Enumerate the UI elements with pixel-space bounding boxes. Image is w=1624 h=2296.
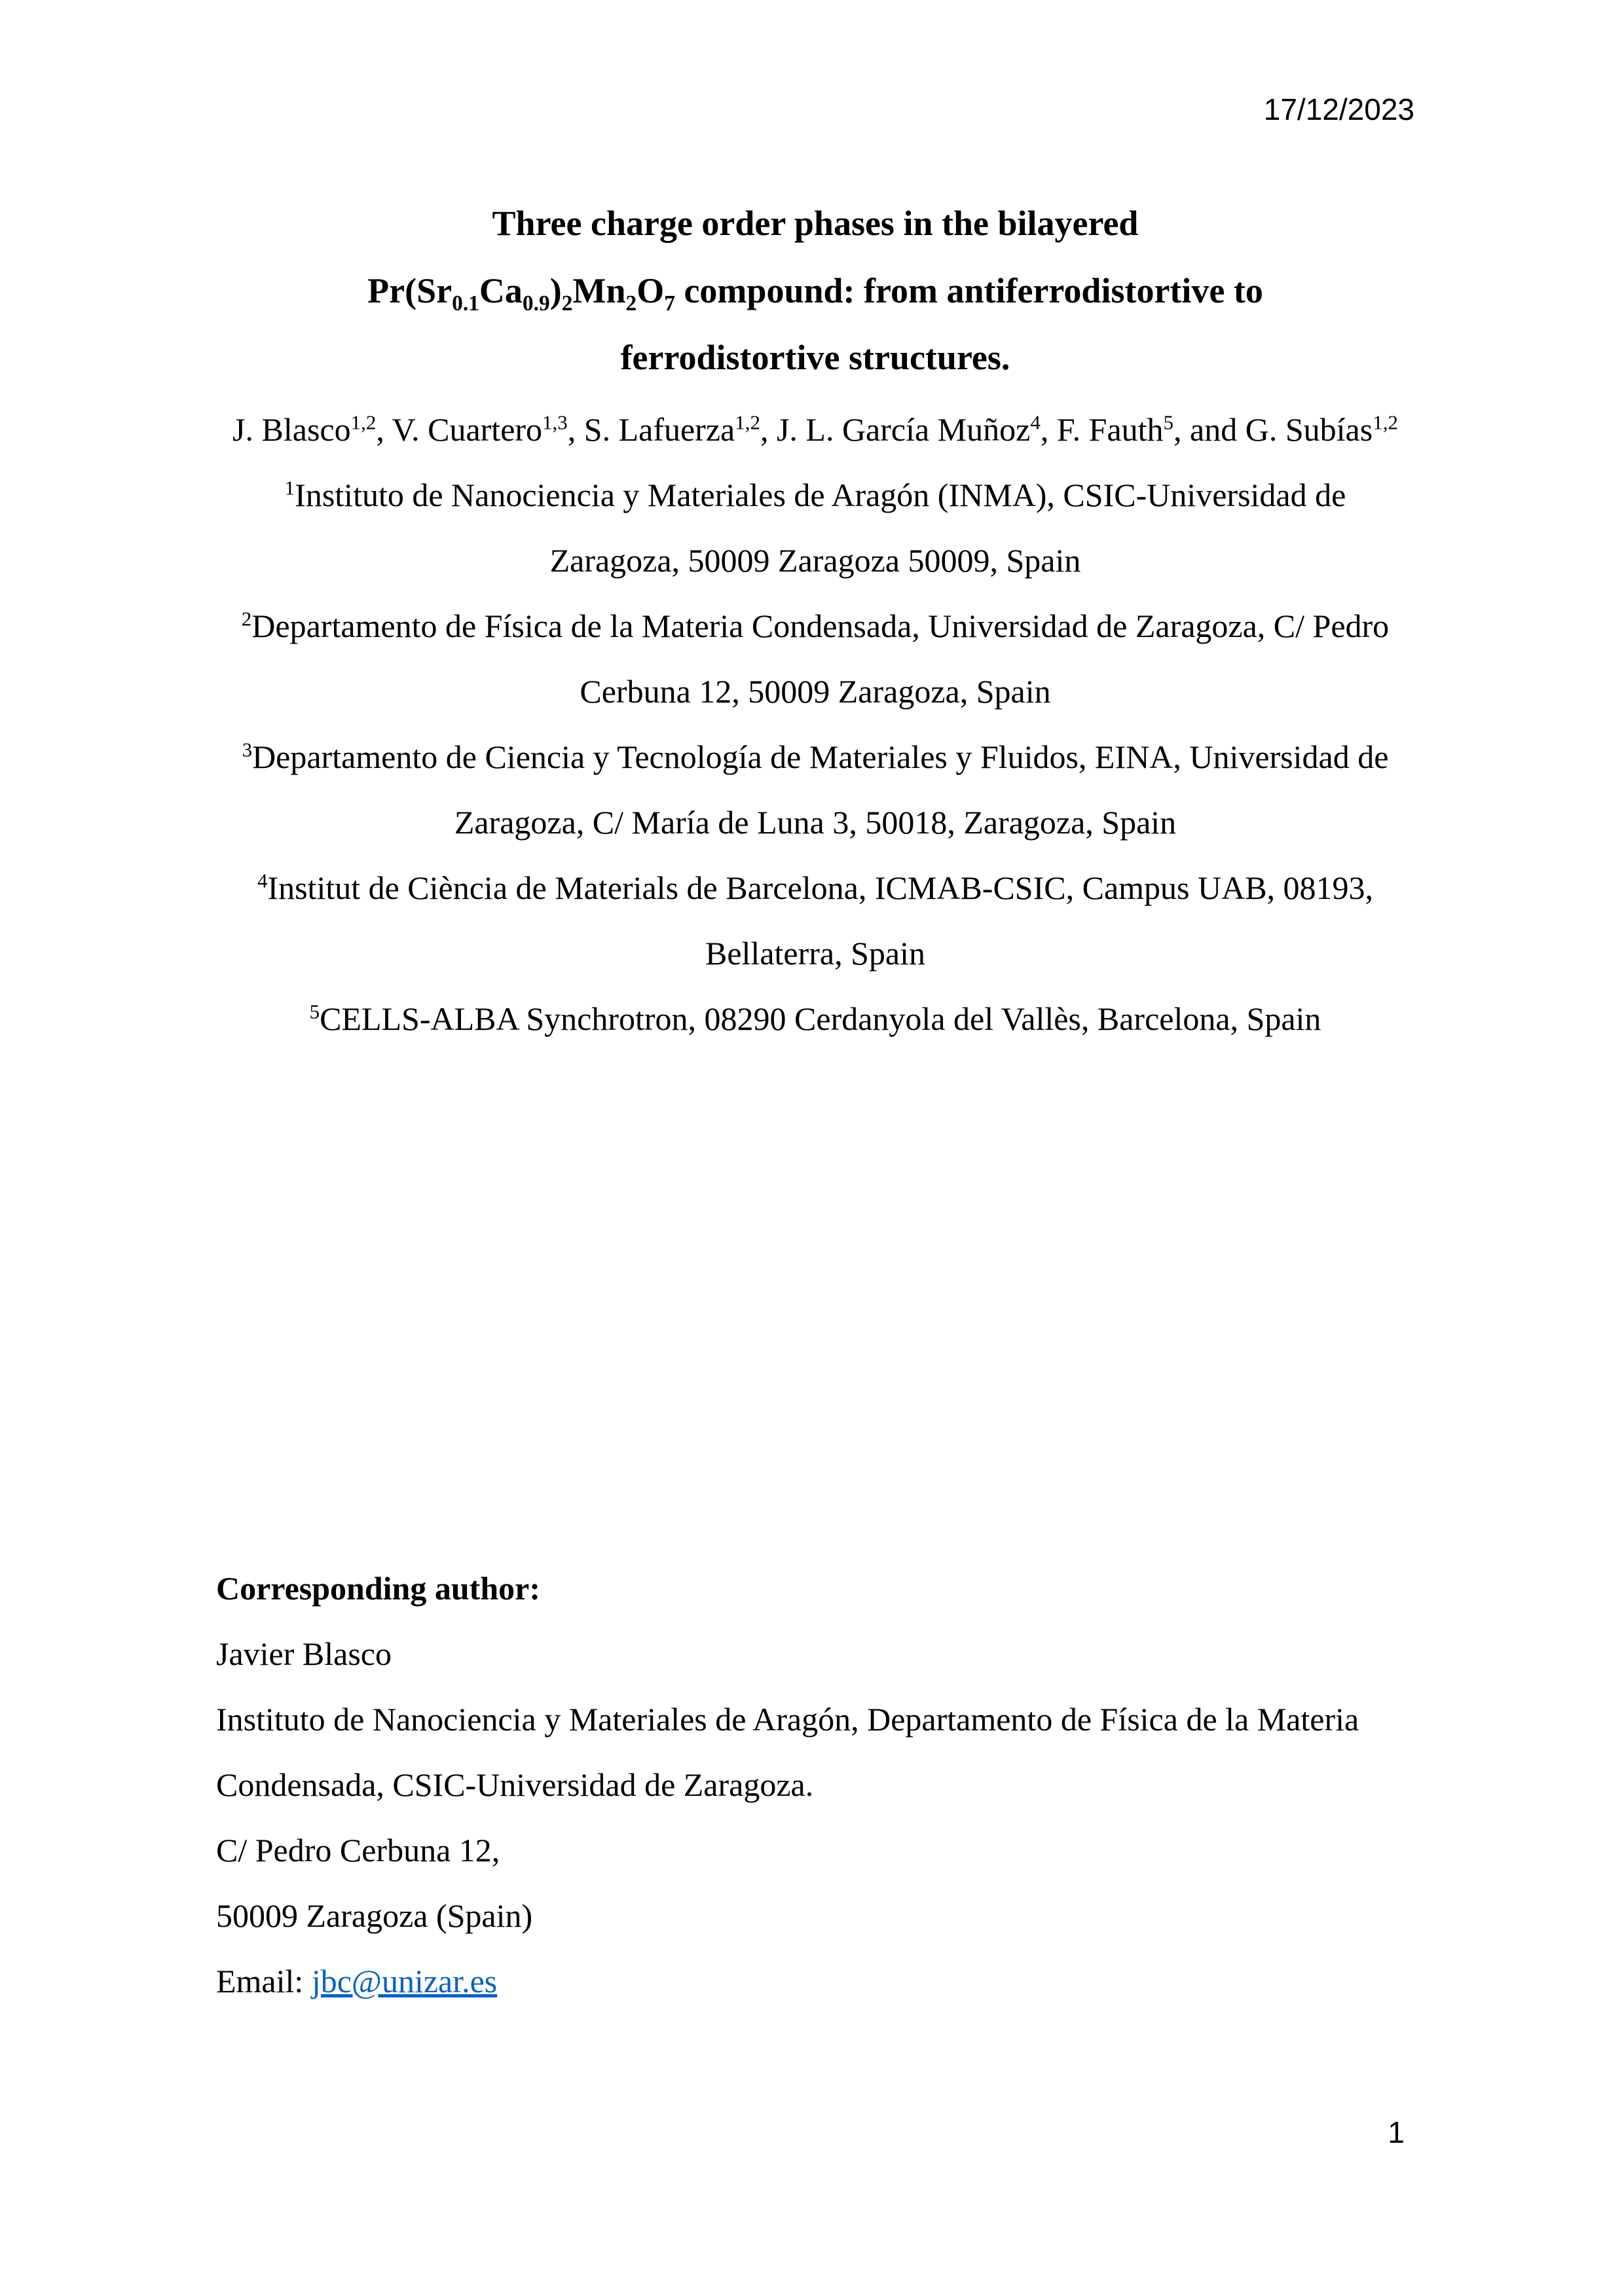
affiliations-block [216,462,1414,1051]
email-line [216,1948,1414,2014]
paper-title-line-2: $Pr(Sr_{0.1}Ca_{0.9})_2Mn_2O_7$ compound: from antiferrodistortive to [367,270,1263,316]
page-number: 1 [1388,2115,1405,2149]
date-stamp: 17/12/2023 [1263,92,1414,126]
affiliation-1: $^1$Instituto de Nanociencia y Materiales de Aragón (INMA), CSIC-Universidad de Zaragoza, 50009 Zaragoza 50009, Spain [284,476,1346,579]
email-link[interactable]: jbc@unizar.es [311,1962,498,1999]
corresponding-author-address-2: C/ Pedro Cerbuna 12, [216,1831,500,1868]
paper-title-line-3: ferrodistortive structures. [620,338,1010,378]
paper-title [216,190,1414,392]
affiliation-2: $^2$Departamento de Física de la Materia Condensada, Universidad de Zaragoza, C/ Pedro Cerbuna 12, 50009 Zaragoza, Spain [241,607,1390,710]
corresponding-author-heading: Corresponding author: [216,1569,540,1607]
affiliation-3: $^3$Departamento de Ciencia y Tecnología de Materiales y Fluidos, EINA, Universidad de Zaragoza, C/ María de Luna 3, 50018, Zaragoza, Spain [242,738,1389,841]
corresponding-author-name: Javier Blasco [216,1635,392,1672]
corresponding-author-address-3: 50009 Zaragoza (Spain) [216,1897,533,1934]
authors-line: J. Blasco$^{1,2}$, V. Cuartero$^{1,3}$, S. Lafuerza$^{1,2}$, J. L. García Muñoz$^4$, F. Fauth$^5$, and G. Subías$^{1,2}$ [232,410,1398,448]
affiliation-5: $^5$CELLS-ALBA Synchrotron, 08290 Cerdanyola del Vallès, Barcelona, Spain [309,1000,1321,1037]
affiliation-4: $^4$Institut de Ciència de Materials de Barcelona, ICMAB-CSIC, Campus UAB, 08193, Bellaterra, Spain [257,869,1374,972]
corresponding-author-block [216,1556,1414,2014]
corresponding-author-address-1: Instituto de Nanociencia y Materiales de Aragón, Departamento de Física de la Materia Condensada, CSIC-Universidad de Zaragoza. [216,1700,1359,1803]
email-label: Email: [216,1962,312,1999]
paper-title-line-1: Three charge order phases in the bilayered [492,204,1139,244]
